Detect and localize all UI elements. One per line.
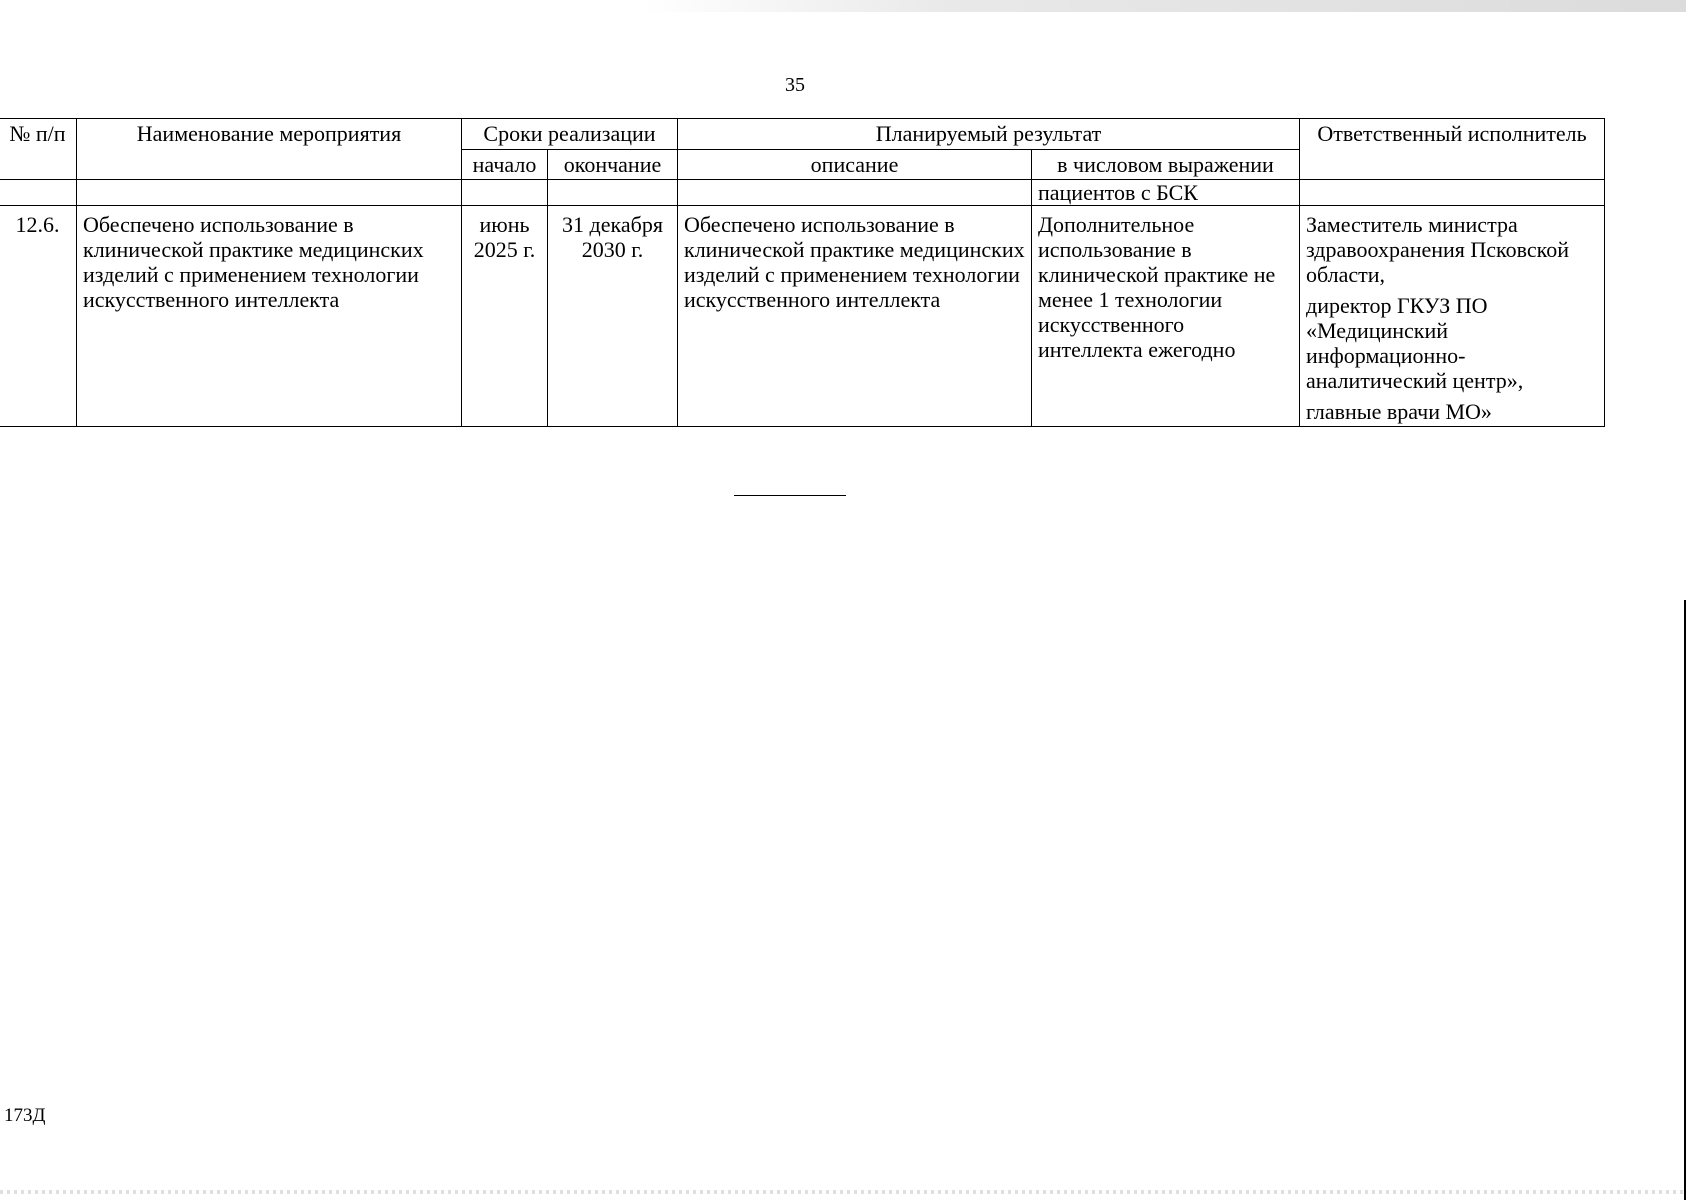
header-description: описание: [678, 150, 1032, 180]
header-number: № п/п: [0, 119, 77, 180]
row-numeric: Дополнительное использование в клинической практике не менее 1 технологии искусственного интеллекта ежегодно: [1032, 206, 1300, 427]
footer-document-code: 173Д: [4, 1105, 46, 1126]
cont-numeric-cell: пациентов с БСК: [1032, 180, 1300, 206]
responsible-chief-doctors: главные врачи МО»: [1306, 399, 1492, 424]
activities-table: [0, 118, 1605, 427]
header-row-1: [0, 119, 1605, 150]
scan-edge-bottom: [0, 1190, 1686, 1194]
cont-name-cell: [77, 180, 462, 206]
cont-description-cell: [678, 180, 1032, 206]
row-end: 31 декабря 2030 г.: [548, 206, 678, 427]
page-number: 35: [785, 74, 805, 96]
header-timeframe: Сроки реализации: [462, 119, 678, 150]
cont-number-cell: [0, 180, 77, 206]
header-numeric: в числовом выражении: [1032, 150, 1300, 180]
continuation-row: [0, 180, 1605, 206]
header-responsible: Ответственный исполнитель: [1300, 119, 1605, 180]
cont-start-cell: [462, 180, 548, 206]
header-name: Наименование мероприятия: [77, 119, 462, 180]
header-planned-result: Планируемый результат: [678, 119, 1300, 150]
responsible-director: директор ГКУЗ ПО «Медицинский информационно-аналитический центр»,: [1306, 293, 1524, 393]
cont-responsible-cell: [1300, 180, 1605, 206]
row-name: Обеспечено использование в клинической практике медицинских изделий с применением технологии искусственного интеллекта: [77, 206, 462, 427]
table-row: [0, 206, 1605, 427]
row-number: 12.6.: [0, 206, 77, 427]
row-responsible: [1300, 206, 1605, 427]
scan-edge-top: [640, 0, 1686, 12]
header-start: начало: [462, 150, 548, 180]
row-description: Обеспечено использование в клинической практике медицинских изделий с применением технологии искусственного интеллекта: [678, 206, 1032, 427]
responsible-deputy-minister: Заместитель министра здравоохранения Псковской области,: [1306, 212, 1570, 287]
header-end: окончание: [548, 150, 678, 180]
end-of-section-rule: [734, 495, 846, 496]
row-start: июнь 2025 г.: [462, 206, 548, 427]
cont-end-cell: [548, 180, 678, 206]
